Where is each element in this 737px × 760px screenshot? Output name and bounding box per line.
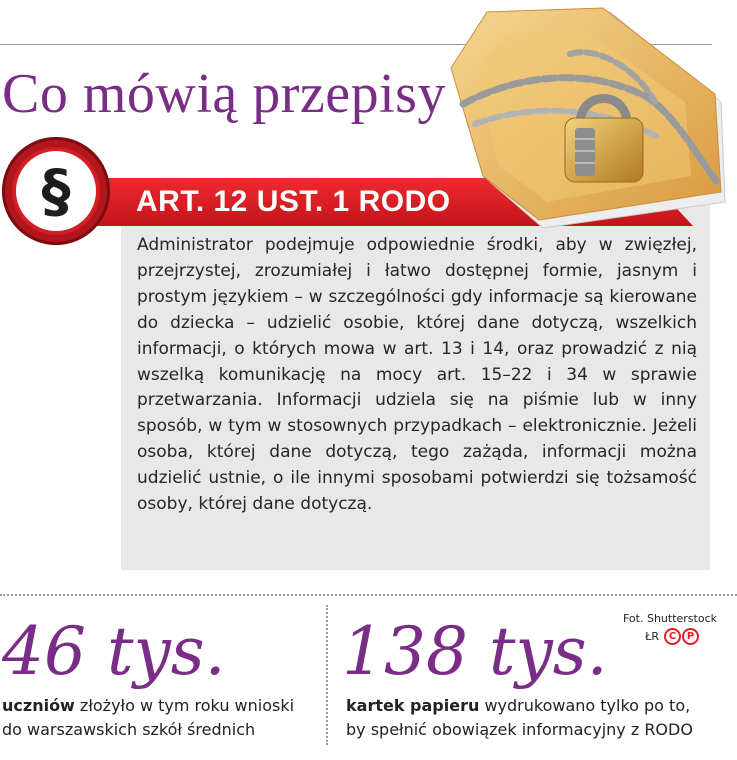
column-divider [326, 605, 328, 745]
stat-value-paper: 138 tys. [342, 613, 608, 690]
cp-logo: C P [663, 628, 707, 644]
photo-credit: Fot. Shutterstock [622, 612, 717, 625]
article-text: Administrator podejmuje odpowiednie środki, aby w zwięzłej, przejrzystej, zrozumiałej i łatwo dostępnej formie, jasnym i prostym językiem – w szczególności gdy informacje są kierowane do dziecka – udzielić osobie, której dane dotyczą, wszelkich informacji, o których mowa w art. 13 i 14, oraz prowadzić z nią wszelką komunikację na mocy art. 15–22 i 34 w sprawie przetwarzania. Informacji udziela się na piśmie lub w inny sposób, w tym w stosownych przypadkach – elektronicznie. Jeżeli osoba, której dane dotyczą, tego zażąda, informacji można udzielić ustnie, o ile innymi sposobami potwierdzi się tożsamość osoby, której dane dotyczą. [137, 235, 697, 515]
author-initials: ŁR [645, 630, 659, 643]
paragraph-icon: § [41, 157, 71, 225]
locked-folder-image [435, 6, 735, 232]
stat-description-students: uczniów złożyło w tym roku wnioski do warszawskich szkół średnich [2, 696, 295, 739]
section-divider [0, 594, 737, 596]
article-heading: ART. 12 UST. 1 RODO [136, 185, 451, 218]
paragraph-sign-badge [2, 137, 110, 245]
page-title: Co mówią przepisy [2, 63, 446, 125]
stat-value-students: 46 tys. [2, 613, 226, 690]
stat-description-paper: kartek papieru wydrukowano tylko po to, by spełnić obowiązek informacyjny z RODO [346, 696, 693, 739]
